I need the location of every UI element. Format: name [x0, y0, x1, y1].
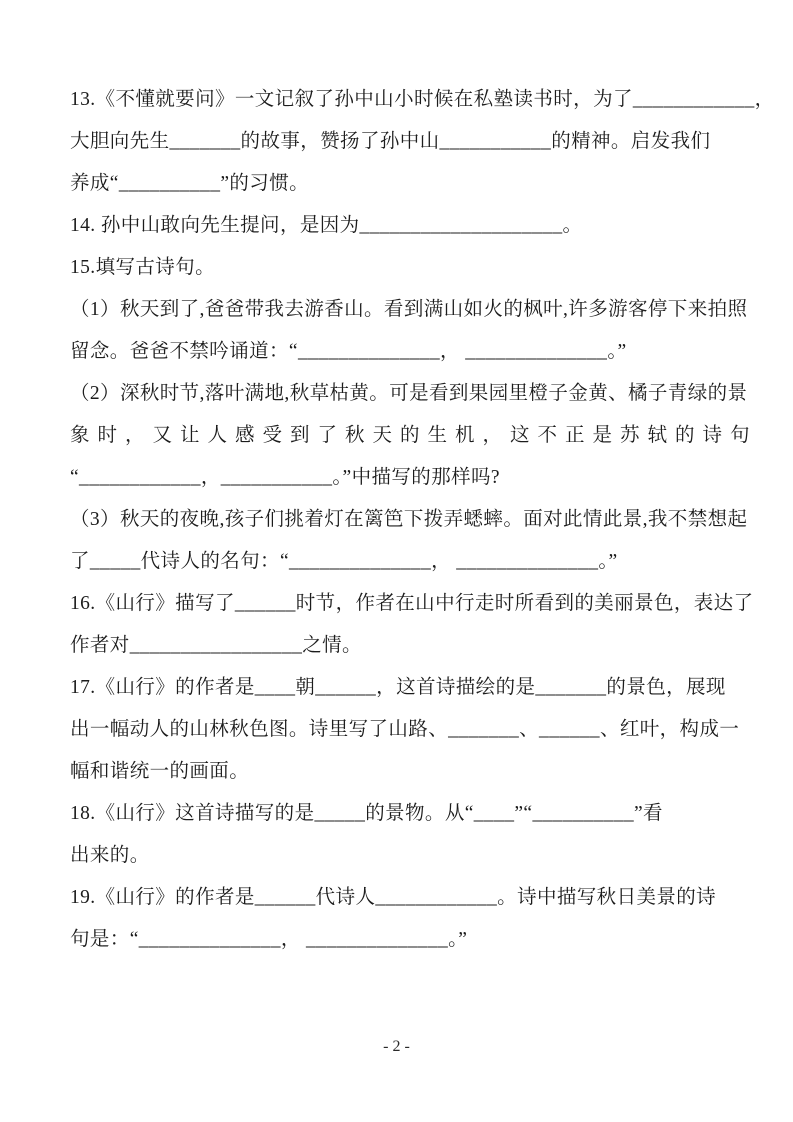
- question-16-line-1: 16.《山行》描写了______时节，作者在山中行走时所看到的美丽景色，表达了: [70, 593, 754, 614]
- question-13-line-2: 大胆向先生_______的故事，赞扬了孙中山___________的精神。启发我们: [70, 131, 711, 152]
- question-18-line-1: 18.《山行》这首诗描写的是_____的景物。从“____”“__________”看: [70, 803, 663, 824]
- question-14-line-1: 14. 孙中山敢向先生提问，是因为____________________。: [70, 215, 583, 236]
- question-13-line-1: 13.《不懂就要问》一文记叙了孙中山小时候在私塾读书时，为了____________，: [70, 89, 775, 110]
- question-18-line-2: 出来的。: [70, 845, 150, 866]
- question-15-sub1-line-1: （1）秋天到了,爸爸带我去游香山。看到满山如火的枫叶,许多游客停下来拍照: [70, 299, 748, 320]
- question-17-line-3: 幅和谐统一的画面。: [70, 761, 250, 782]
- question-17: [70, 667, 740, 793]
- question-19-line-2: 句是：“______________， ______________。”: [70, 929, 468, 950]
- question-13: [70, 79, 775, 205]
- question-15-sub1-line-2: 留念。爸爸不禁吟诵道：“______________， ______________。”: [70, 341, 627, 362]
- question-15-sub3-line-1: （3）秋天的夜晚,孩子们挑着灯在篱笆下拨弄蟋蟀。面对此情此景,我不禁想起: [70, 509, 748, 530]
- question-14: [70, 205, 736, 247]
- page-number: - 2 -: [383, 1038, 410, 1055]
- question-15-sub3-line-2: 了_____代诗人的名句：“______________， ______________。”: [70, 551, 618, 572]
- question-13-line-3: 养成“__________”的习惯。: [70, 173, 310, 194]
- question-15-sub2-line-3: “____________，___________。”中描写的那样吗?: [70, 467, 500, 488]
- question-18: [70, 793, 736, 877]
- question-15: [70, 247, 758, 583]
- question-17-line-1: 17.《山行》的作者是____朝______，这首诗描绘的是_______的景色，展现: [70, 677, 726, 698]
- question-19-line-1: 19.《山行》的作者是______代诗人____________。诗中描写秋日美景的诗: [70, 887, 717, 908]
- question-16-line-2: 作者对_________________之情。: [70, 635, 362, 656]
- question-15-sub2-line-2: 象时，又让人感受到了秋天的生机，这不正是苏轼的诗句: [70, 425, 758, 446]
- question-17-line-2: 出一幅动人的山林秋色图。诗里写了山路、_______、______、红叶，构成一: [70, 719, 740, 740]
- question-19: [70, 877, 736, 961]
- question-15-sub2-line-1: （2）深秋时节,落叶满地,秋草枯黄。可是看到果园里橙子金黄、橘子青绿的景: [70, 383, 748, 404]
- question-16: [70, 583, 754, 667]
- question-15-intro: 15.填写古诗句。: [70, 257, 215, 278]
